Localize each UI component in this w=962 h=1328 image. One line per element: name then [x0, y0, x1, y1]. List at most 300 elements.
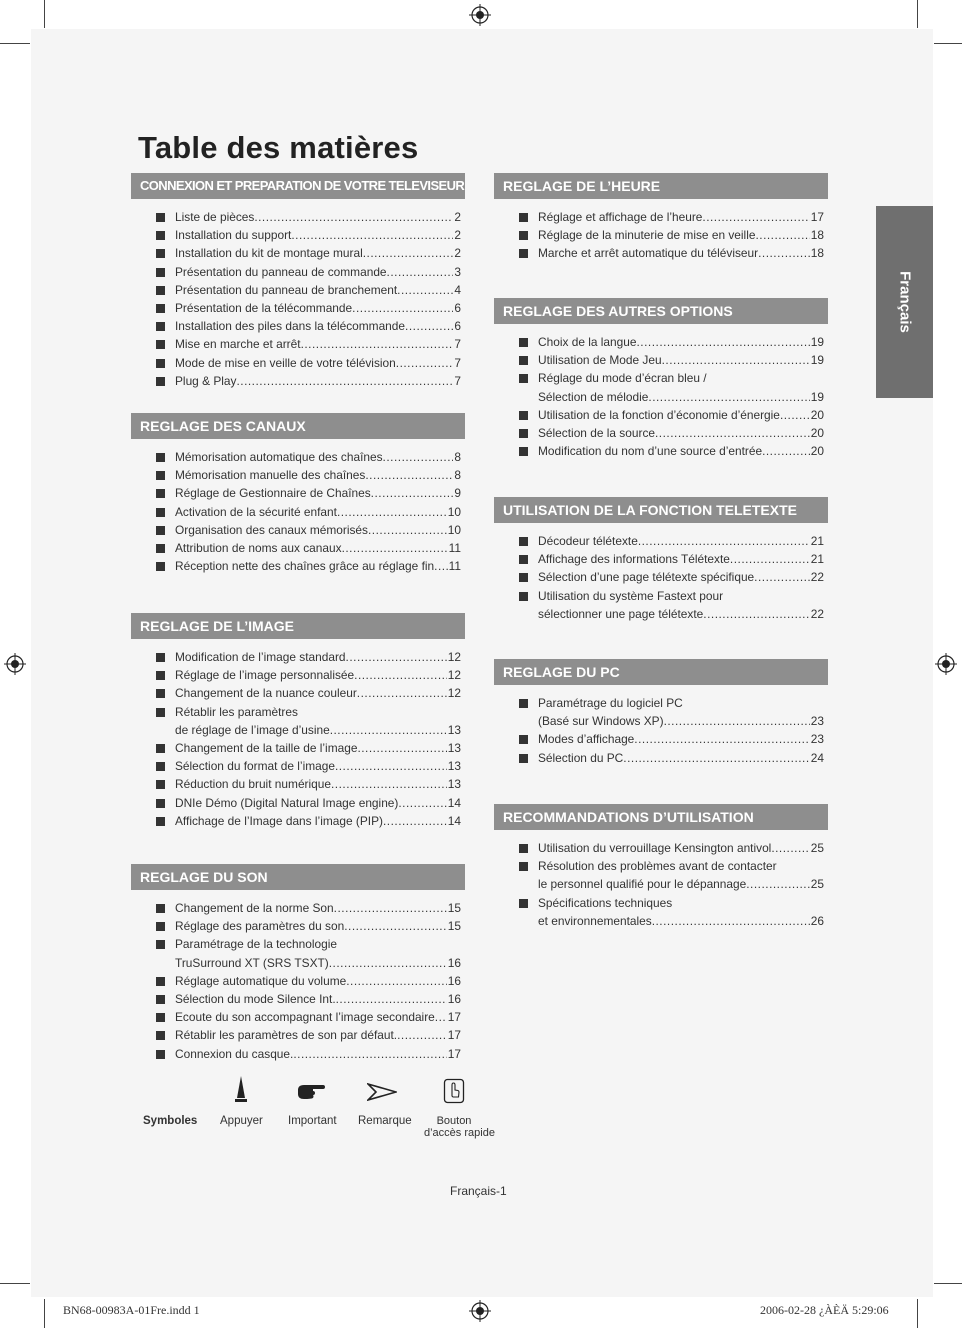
toc-entry — [131, 990, 465, 1008]
section-header: CONNEXION ET PREPARATION DE VOTRE TELEVISEUR — [131, 173, 465, 199]
toc-entry-row — [538, 388, 824, 406]
toc-entry-row — [538, 208, 824, 226]
quick-access-button-icon — [443, 1078, 465, 1104]
toc-entry-continuation — [494, 912, 828, 930]
square-bullet-icon — [156, 689, 165, 698]
toc-entry — [494, 749, 828, 767]
toc-page-number: 2 — [454, 246, 461, 261]
crop-mark — [917, 1299, 918, 1328]
square-bullet-icon — [519, 899, 528, 908]
toc-entry-label: Utilisation du verrouillage Kensington antivol — [538, 841, 772, 855]
toc-entry-row — [175, 317, 461, 335]
toc-entry-row — [175, 484, 461, 502]
leader-dots — [357, 739, 446, 757]
toc-page-number: 20 — [810, 444, 824, 459]
toc-page-number: 12 — [447, 668, 461, 683]
toc-entry — [131, 521, 465, 539]
toc-entry — [131, 317, 465, 335]
toc-entry-row — [175, 557, 461, 575]
toc-section — [131, 413, 465, 575]
toc-entry — [494, 244, 828, 262]
toc-entry-row — [175, 521, 461, 539]
toc-entry — [131, 739, 465, 757]
toc-entry — [131, 1045, 465, 1063]
toc-entry-label: Paramétrage du logiciel PC — [538, 696, 683, 710]
leader-dots — [254, 208, 453, 226]
crop-mark — [44, 1299, 45, 1328]
leader-dots — [331, 775, 447, 793]
section-items — [131, 899, 465, 1063]
crop-mark — [934, 43, 962, 44]
section-header: REGLAGE DES CANAUX — [131, 413, 465, 439]
toc-page-number: 13 — [447, 777, 461, 792]
toc-entry — [131, 1026, 465, 1044]
toc-entry-label: Modification du nom d’une source d’entrée — [538, 444, 763, 459]
leader-dots — [662, 351, 810, 369]
toc-entry-row — [538, 226, 824, 244]
toc-entry — [494, 424, 828, 442]
toc-entry-row — [175, 812, 461, 830]
leader-dots — [301, 335, 454, 353]
toc-entry — [131, 666, 465, 684]
toc-entry — [494, 208, 828, 226]
toc-page-number: 22 — [810, 606, 824, 621]
section-items — [494, 694, 828, 767]
toc-section — [494, 804, 828, 930]
square-bullet-icon — [156, 995, 165, 1004]
square-bullet-icon — [519, 735, 528, 744]
leader-dots — [329, 954, 447, 972]
square-bullet-icon — [156, 780, 165, 789]
toc-entry-label: Réception nette des chaînes grâce au réglage fin — [175, 559, 435, 574]
toc-entry-row — [175, 299, 461, 317]
toc-entry — [494, 442, 828, 460]
leader-dots — [623, 749, 809, 767]
toc-entry-label: Rétablir les paramètres de son par défaut. — [175, 1028, 398, 1043]
square-bullet-icon — [519, 249, 528, 258]
print-timestamp: 2006-02-28 ¿ÀÈÄ 5:29:06 — [760, 1303, 889, 1317]
note-arrow-icon — [367, 1083, 397, 1101]
toc-entry-row — [175, 539, 461, 557]
toc-page-number: 25 — [810, 877, 824, 892]
toc-entry-row — [175, 263, 461, 281]
toc-page-number: 3 — [454, 264, 461, 279]
leader-dots — [435, 1008, 447, 1026]
press-icon — [233, 1076, 249, 1104]
toc-entry-row — [175, 244, 461, 262]
toc-entry — [494, 406, 828, 424]
toc-entry — [131, 1008, 465, 1026]
toc-page-number: 12 — [447, 650, 461, 664]
registration-mark-icon — [469, 4, 491, 26]
section-header: REGLAGE DES AUTRES OPTIONS — [494, 298, 828, 324]
leader-dots — [397, 1026, 447, 1044]
toc-entry-row — [538, 912, 824, 930]
square-bullet-icon — [519, 338, 528, 347]
registration-mark-icon — [935, 653, 957, 675]
toc-entry-row — [538, 442, 824, 460]
toc-entry-label: Modification de l’image standard — [175, 650, 346, 664]
toc-entry — [131, 684, 465, 702]
toc-entry-label: Attribution de noms aux canaux — [175, 540, 342, 555]
toc-page-number: 10 — [447, 504, 461, 519]
leader-dots — [652, 912, 810, 930]
toc-entry-label: Utilisation de la fonction d’économie d’énergie — [538, 407, 780, 422]
square-bullet-icon — [519, 573, 528, 582]
section-header: REGLAGE DE L’IMAGE — [131, 613, 465, 639]
toc-entry — [131, 299, 465, 317]
square-bullet-icon — [156, 304, 165, 313]
leader-dots — [762, 442, 810, 460]
square-bullet-icon — [156, 508, 165, 517]
square-bullet-icon — [156, 653, 165, 662]
toc-page-number: 13 — [447, 759, 461, 774]
toc-entry — [494, 730, 828, 748]
toc-entry-label: Présentation du panneau de commande — [175, 264, 387, 279]
toc-entry-label: Ecoute du son accompagnant l’image secondaire — [175, 1010, 435, 1025]
leader-dots — [637, 333, 810, 351]
toc-entry — [131, 812, 465, 830]
toc-entry-label: Spécifications techniques — [538, 895, 673, 910]
toc-entry — [494, 568, 828, 586]
toc-entry — [131, 372, 465, 390]
toc-entry-continuation — [131, 721, 465, 739]
toc-entry — [494, 894, 828, 912]
toc-entry-row — [175, 757, 461, 775]
toc-entry-row — [175, 466, 461, 484]
toc-entry-label: Réduction du bruit numérique — [175, 777, 331, 792]
toc-entry-row — [538, 712, 824, 730]
toc-page-number: 23 — [810, 732, 824, 747]
section-header: UTILISATION DE LA FONCTION TELETEXTE — [494, 497, 828, 523]
toc-entry-row — [538, 839, 824, 857]
toc-page-number: 7 — [454, 337, 461, 352]
square-bullet-icon — [156, 977, 165, 986]
toc-page-number: 6 — [454, 319, 461, 334]
toc-page-number: 8 — [454, 468, 461, 483]
language-tab-label: Français — [896, 271, 913, 333]
toc-page-number: 17 — [447, 1028, 461, 1043]
toc-entry-row — [538, 351, 824, 369]
toc-entry — [494, 839, 828, 857]
toc-entry-label: Marche et arrêt automatique du téléviseur — [538, 246, 759, 261]
toc-entry-label: Liste de pièces — [175, 210, 255, 224]
square-bullet-icon — [519, 231, 528, 240]
toc-page-number: 16 — [447, 973, 461, 988]
toc-entry-label: Modes d’affichage — [538, 732, 635, 747]
toc-entry-row — [538, 605, 824, 623]
crop-mark — [44, 0, 45, 28]
toc-entry-label: Affichage de l’Image dans l’image (PIP) — [175, 813, 383, 828]
toc-entry-row — [538, 406, 824, 424]
crop-mark — [0, 43, 30, 44]
leader-dots — [648, 388, 809, 406]
toc-entry — [494, 532, 828, 550]
leader-dots — [330, 721, 447, 739]
toc-page-number: 11 — [448, 540, 461, 555]
toc-entry — [131, 557, 465, 575]
toc-entry-row — [538, 694, 824, 712]
toc-entry-row — [175, 281, 461, 299]
leader-dots — [334, 899, 447, 917]
page-title: Table des matières — [138, 130, 419, 165]
toc-entry-row — [538, 532, 824, 550]
square-bullet-icon — [156, 799, 165, 808]
toc-page-number: 16 — [447, 991, 461, 1006]
toc-section — [131, 864, 465, 1063]
toc-entry-label: Changement de la taille de l’image — [175, 740, 358, 755]
toc-entry-label: Choix de la langue — [538, 335, 637, 349]
toc-entry — [494, 226, 828, 244]
square-bullet-icon — [156, 762, 165, 771]
toc-page-number: 25 — [810, 841, 824, 855]
toc-entry-row — [175, 354, 461, 372]
toc-entry — [131, 263, 465, 281]
toc-entry-row — [175, 335, 461, 353]
toc-entry-label: Mise en marche et arrêt — [175, 337, 301, 352]
toc-page-number: 17 — [810, 210, 824, 224]
toc-section — [494, 298, 828, 460]
square-bullet-icon — [156, 940, 165, 949]
toc-page-number: 10 — [447, 522, 461, 537]
toc-section — [131, 173, 465, 390]
toc-entry — [131, 503, 465, 521]
square-bullet-icon — [156, 453, 165, 462]
leader-dots — [771, 839, 809, 857]
toc-entry-row — [175, 1045, 461, 1063]
leader-dots — [368, 521, 447, 539]
toc-entry-label-continued: TruSurround XT (SRS TSXT) — [175, 955, 329, 970]
toc-entry-row — [175, 990, 461, 1008]
toc-entry-row — [175, 935, 461, 953]
toc-entry-label: Plug & Play — [175, 373, 237, 388]
toc-entry-row — [175, 666, 461, 684]
leader-dots — [346, 972, 447, 990]
toc-page-number: 19 — [810, 335, 824, 349]
leader-dots — [383, 448, 454, 466]
square-bullet-icon — [156, 708, 165, 717]
toc-entry — [494, 857, 828, 875]
toc-entry — [131, 281, 465, 299]
toc-entry-label: Connexion du casque. — [175, 1046, 294, 1061]
section-items — [494, 333, 828, 460]
toc-entry — [131, 448, 465, 466]
symbols-legend — [130, 1073, 510, 1153]
note-label: Remarque — [358, 1115, 412, 1127]
toc-entry — [131, 484, 465, 502]
toc-entry — [131, 775, 465, 793]
toc-entry-label: Mémorisation manuelle des chaînes — [175, 468, 366, 483]
square-bullet-icon — [156, 817, 165, 826]
toc-page-number: 16 — [447, 955, 461, 970]
important-hand-icon — [296, 1081, 326, 1101]
square-bullet-icon — [519, 862, 528, 871]
square-bullet-icon — [519, 754, 528, 763]
square-bullet-icon — [156, 249, 165, 258]
toc-entry-label: Présentation du panneau de branchement — [175, 282, 398, 297]
square-bullet-icon — [156, 904, 165, 913]
leader-dots — [780, 406, 810, 424]
toc-entry-label: Réglage des paramètres du son — [175, 919, 345, 934]
square-bullet-icon — [156, 231, 165, 240]
leader-dots — [397, 281, 453, 299]
toc-entry-row — [175, 917, 461, 935]
leader-dots — [236, 372, 453, 390]
leader-dots — [387, 263, 454, 281]
leader-dots — [398, 794, 446, 812]
toc-entry-label-continued: et environnementales — [538, 913, 652, 928]
square-bullet-icon — [156, 671, 165, 680]
leader-dots — [354, 666, 447, 684]
leader-dots — [335, 757, 447, 775]
leader-dots — [396, 354, 454, 372]
square-bullet-icon — [156, 322, 165, 331]
toc-page-number: 15 — [447, 901, 461, 915]
toc-entry-row — [538, 244, 824, 262]
square-bullet-icon — [156, 213, 165, 222]
quick-access-label-line1: Bouton — [436, 1115, 472, 1127]
toc-page-number: 13 — [447, 722, 461, 737]
toc-entry — [131, 757, 465, 775]
toc-section — [494, 497, 828, 623]
toc-page-number: 2 — [454, 210, 461, 224]
leader-dots — [342, 539, 448, 557]
leader-dots — [405, 317, 453, 335]
leader-dots — [755, 226, 809, 244]
page-number: Français-1 — [450, 1184, 507, 1198]
toc-entry-label: Sélection du PC — [538, 750, 624, 765]
symbols-title: Symboles — [143, 1115, 198, 1127]
toc-entry — [494, 694, 828, 712]
section-items — [494, 839, 828, 930]
square-bullet-icon — [156, 1013, 165, 1022]
toc-entry-label: Réglage de Gestionnaire de Chaînes — [175, 486, 371, 501]
leader-dots — [434, 557, 448, 575]
section-header: REGLAGE DU SON — [131, 864, 465, 890]
section-header: REGLAGE DE L’HEURE — [494, 173, 828, 199]
toc-entry-row — [175, 972, 461, 990]
toc-entry-label: Sélection de la source — [538, 425, 655, 440]
toc-entry-label: Installation des piles dans la télécommande — [175, 319, 406, 334]
toc-entry-label: Paramétrage de la technologie — [175, 937, 337, 952]
toc-entry-label-continued: Sélection de mélodie — [538, 389, 649, 404]
square-bullet-icon — [156, 286, 165, 295]
toc-section — [494, 173, 828, 263]
square-bullet-icon — [519, 411, 528, 420]
toc-page-number: 9 — [454, 486, 461, 501]
toc-entry-label: Décodeur télétexte — [538, 534, 638, 548]
toc-page-number: 14 — [447, 795, 461, 810]
toc-entry — [131, 208, 465, 226]
toc-page-number: 12 — [447, 686, 461, 701]
toc-entry-row — [175, 954, 461, 972]
toc-entry-row — [175, 372, 461, 390]
leader-dots — [357, 684, 447, 702]
toc-page-number: 11 — [448, 559, 461, 574]
toc-entry-label: Changement de la norme Son — [175, 901, 334, 915]
toc-entry-row — [175, 208, 461, 226]
toc-entry-row — [538, 568, 824, 586]
toc-entry — [494, 550, 828, 568]
toc-entry-label: DNIe Démo (Digital Natural Image engine) — [175, 795, 399, 810]
square-bullet-icon — [156, 526, 165, 535]
toc-entry-row — [538, 730, 824, 748]
toc-entry-label: Activation de la sécurité enfant — [175, 504, 337, 519]
leader-dots — [383, 812, 447, 830]
toc-section — [494, 659, 828, 767]
toc-entry-label-continued: (Basé sur Windows XP) — [538, 714, 664, 729]
toc-entry-row — [538, 857, 824, 875]
toc-page-number: 21 — [810, 552, 824, 567]
toc-page-number: 20 — [810, 425, 824, 440]
toc-page-number: 6 — [454, 300, 461, 315]
leader-dots — [655, 424, 810, 442]
toc-entry-row — [175, 721, 461, 739]
leader-dots — [371, 484, 454, 502]
toc-page-number: 20 — [810, 407, 824, 422]
leader-dots — [638, 532, 810, 550]
square-bullet-icon — [156, 744, 165, 753]
leader-dots — [291, 226, 453, 244]
square-bullet-icon — [156, 1050, 165, 1059]
square-bullet-icon — [519, 429, 528, 438]
toc-entry-label: Organisation des canaux mémorisés — [175, 522, 368, 537]
toc-entry-label: Changement de la nuance couleur — [175, 686, 357, 701]
crop-mark — [917, 0, 918, 28]
quick-access-label — [424, 1115, 495, 1139]
crop-mark — [934, 1283, 962, 1284]
toc-entry-row — [538, 550, 824, 568]
toc-entry-row — [175, 503, 461, 521]
toc-page-number: 14 — [447, 813, 461, 828]
registration-mark-icon — [4, 653, 26, 675]
toc-entry — [131, 539, 465, 557]
toc-entry-label: Présentation de la télécommande — [175, 300, 353, 315]
toc-entry-row — [538, 587, 824, 605]
square-bullet-icon — [156, 1031, 165, 1040]
leader-dots — [337, 503, 447, 521]
toc-entry — [131, 935, 465, 953]
leader-dots — [293, 1045, 446, 1063]
toc-entry — [494, 333, 828, 351]
leader-dots — [702, 208, 809, 226]
square-bullet-icon — [519, 356, 528, 365]
toc-entry-label: Réglage et affichage de l’heure — [538, 210, 703, 224]
toc-entry-label-continued: sélectionner une page télétexte — [538, 606, 704, 621]
section-items — [131, 208, 465, 390]
toc-entry-label-continued: de réglage de l’image d’usine — [175, 722, 330, 737]
toc-entry-label: Réglage du mode d’écran bleu / — [538, 371, 707, 386]
toc-entry — [131, 648, 465, 666]
square-bullet-icon — [156, 268, 165, 277]
toc-entry — [131, 226, 465, 244]
toc-entry-label: Installation du kit de montage mural — [175, 246, 363, 261]
toc-page-number: 4 — [454, 282, 461, 297]
toc-entry-row — [175, 226, 461, 244]
section-items — [131, 448, 465, 575]
toc-entry-row — [538, 749, 824, 767]
toc-entry — [131, 917, 465, 935]
square-bullet-icon — [156, 544, 165, 553]
registration-mark-icon — [469, 1300, 491, 1322]
square-bullet-icon — [519, 537, 528, 546]
toc-entry-label: Affichage des informations Télétexte — [538, 552, 730, 567]
toc-page-number: 24 — [810, 750, 824, 765]
toc-entry-label: Utilisation de Mode Jeu — [538, 353, 662, 368]
toc-page-number: 2 — [454, 228, 461, 243]
toc-page-number: 23 — [810, 714, 824, 729]
toc-entry-label: Utilisation du système Fastext pour — [538, 588, 724, 603]
